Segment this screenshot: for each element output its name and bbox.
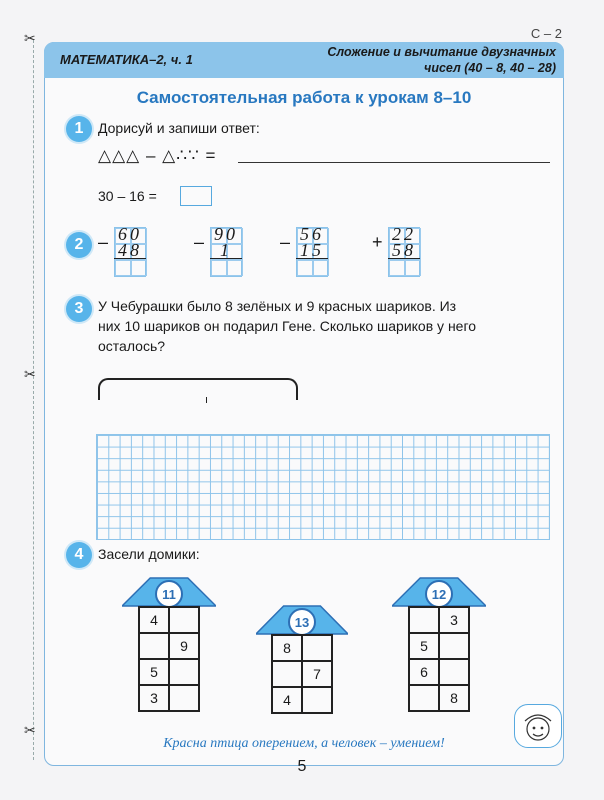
subtrahend: 58 xyxy=(388,242,420,259)
grid-cell[interactable] xyxy=(313,260,329,276)
page-title: Самостоятельная работа к урокам 8–10 xyxy=(136,88,472,107)
task-number: 2 xyxy=(66,232,92,258)
house-cell[interactable] xyxy=(272,661,302,687)
page-number: 5 xyxy=(297,758,307,775)
answer-box[interactable] xyxy=(180,186,212,206)
column-example xyxy=(296,226,328,277)
header-subject: МАТЕМАТИКА–2, ч. 1 xyxy=(60,52,193,67)
task3-text: У Чебурашки было 8 зелёных и 9 красных шариков. Из них 10 шариков он подарил Гене. Сколько шариков у него осталось? xyxy=(98,298,477,354)
minuend: 56 xyxy=(300,224,324,244)
roof-number: 11 xyxy=(155,580,183,608)
grid-cell[interactable] xyxy=(227,260,243,276)
page-code: С – 2 xyxy=(530,26,562,41)
scissors-icon: ✂ xyxy=(24,30,36,46)
house-cell[interactable] xyxy=(439,633,469,659)
grid-cell[interactable] xyxy=(297,260,313,276)
house-cell: 9 xyxy=(169,633,199,659)
minuend: 90 xyxy=(214,224,238,244)
cut-line xyxy=(33,40,34,760)
scissors-icon: ✂ xyxy=(24,366,36,382)
roof-number: 13 xyxy=(288,608,316,636)
house-cell[interactable] xyxy=(409,685,439,711)
motto-text: Красна птица оперением, а человек – умением! xyxy=(163,736,445,751)
operator-sign: – xyxy=(280,232,291,252)
scissors-icon: ✂ xyxy=(24,722,36,738)
column-example xyxy=(388,226,420,277)
house-cell[interactable] xyxy=(169,607,199,633)
subtrahend: 1 xyxy=(210,242,242,259)
house-cell: 3 xyxy=(139,685,169,711)
house-cell: 3 xyxy=(439,607,469,633)
house-cell: 5 xyxy=(409,633,439,659)
house-cell[interactable] xyxy=(169,659,199,685)
house-cell[interactable] xyxy=(169,685,199,711)
house-cell[interactable] xyxy=(302,635,332,661)
house-cell[interactable] xyxy=(139,633,169,659)
grid-cell[interactable] xyxy=(131,260,147,276)
grid-cell[interactable] xyxy=(211,260,227,276)
task1-text: Дорисуй и запиши ответ: xyxy=(98,120,260,136)
answer-line[interactable] xyxy=(238,162,550,163)
house-cell[interactable] xyxy=(302,687,332,713)
house-body xyxy=(271,634,333,714)
task4-text: Засели домики: xyxy=(98,546,200,562)
task1-equation: 30 – 16 = xyxy=(98,188,157,204)
header-topic: Сложение и вычитание двузначных чисел (40 – 8, 40 – 28) xyxy=(327,45,556,75)
task1-expression: △△△ – △∴∵ = xyxy=(98,146,217,165)
house-cell: 8 xyxy=(272,635,302,661)
column-example xyxy=(114,226,146,277)
house-cell: 6 xyxy=(409,659,439,685)
operator-sign: + xyxy=(372,232,383,252)
house-cell[interactable] xyxy=(439,659,469,685)
house-cell: 7 xyxy=(302,661,332,687)
task-number: 3 xyxy=(66,296,92,322)
grid-cell[interactable] xyxy=(389,260,405,276)
house-cell: 5 xyxy=(139,659,169,685)
operator-sign: – xyxy=(98,232,109,252)
grid-cell[interactable] xyxy=(405,260,421,276)
house-cell: 4 xyxy=(139,607,169,633)
grid-cell[interactable] xyxy=(115,260,131,276)
house-body xyxy=(408,606,470,712)
solution-grid[interactable] xyxy=(96,434,550,540)
diagram-bracket xyxy=(98,378,298,400)
operator-sign: – xyxy=(194,232,205,252)
house-cell[interactable] xyxy=(409,607,439,633)
task-number: 1 xyxy=(66,116,92,142)
bracket-tick xyxy=(206,397,207,403)
minuend: 60 xyxy=(118,224,142,244)
house-cell: 4 xyxy=(272,687,302,713)
house-cell: 8 xyxy=(439,685,469,711)
minuend: 22 xyxy=(392,224,416,244)
house-body xyxy=(138,606,200,712)
task-number: 4 xyxy=(66,542,92,568)
subtrahend: 48 xyxy=(114,242,146,259)
column-example xyxy=(210,226,242,277)
subtrahend: 15 xyxy=(296,242,328,259)
roof-number: 12 xyxy=(425,580,453,608)
